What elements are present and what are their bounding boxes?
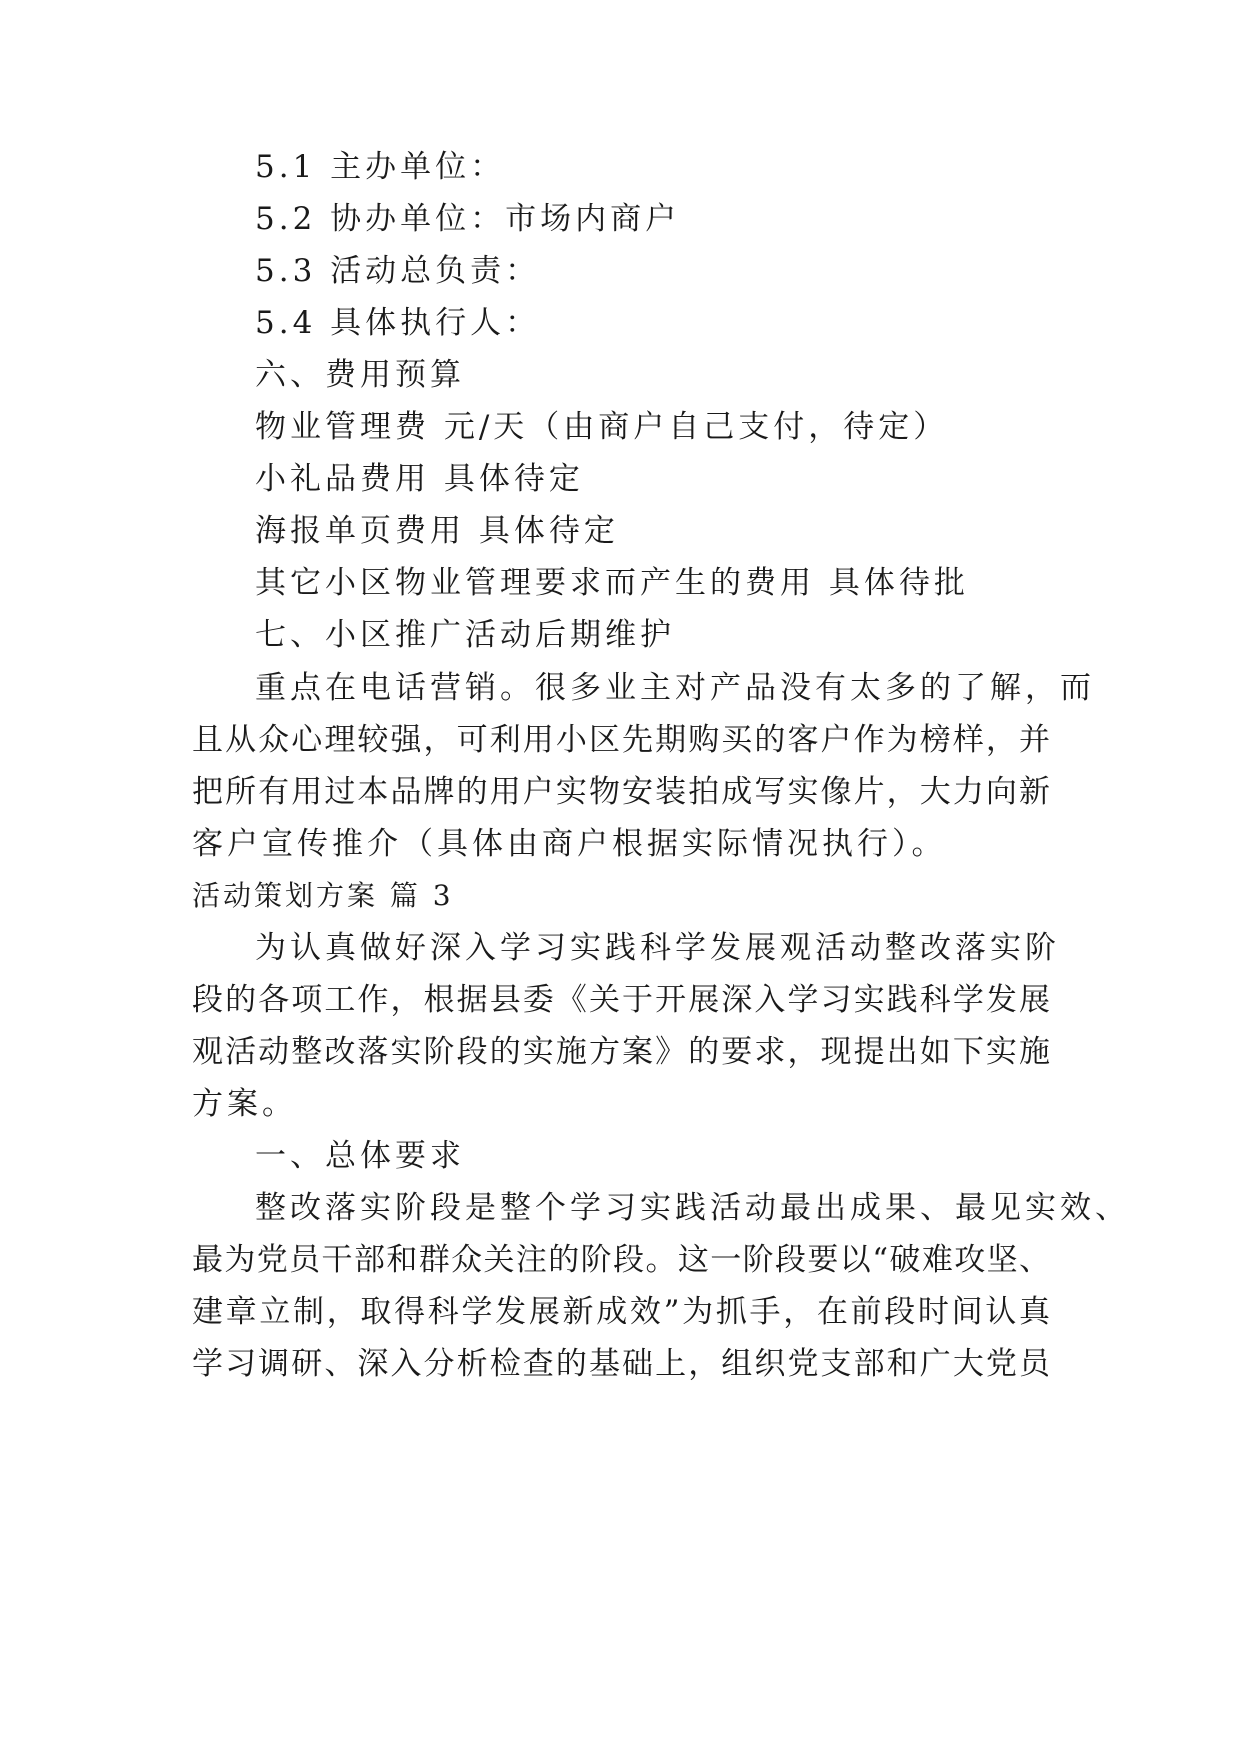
plan-3-title: 活动策划方案 篇 3 <box>192 879 454 912</box>
section-7-heading: 七、小区推广活动后期维护 <box>255 617 675 653</box>
budget-line-1: 物业管理费 元/天（由商户自己支付，待定） <box>255 409 949 445</box>
budget-line-2: 小礼品费用 具体待定 <box>255 461 584 497</box>
plan-3-body-line: 学习调研、深入分析检查的基础上，组织党支部和广大党员 <box>192 1346 1050 1382</box>
section-7-paragraph-line: 重点在电话营销。很多业主对产品没有太多的了解，而 <box>255 670 1095 706</box>
item-5-2: 5.2 协办单位：市场内商户 <box>255 201 681 237</box>
plan-3-intro-line: 方案。 <box>192 1086 297 1122</box>
plan-3-intro-line: 段的各项工作，根据县委《关于开展深入学习实践科学发展 <box>192 982 1050 1018</box>
plan-3-intro-line: 观活动整改落实阶段的实施方案》的要求，现提出如下实施 <box>192 1034 1050 1070</box>
budget-line-4: 其它小区物业管理要求而产生的费用 具体待批 <box>255 565 969 601</box>
item-5-4: 5.4 具体执行人： <box>255 305 541 341</box>
item-5-1: 5.1 主办单位： <box>255 149 506 185</box>
section-6-heading: 六、费用预算 <box>255 357 465 393</box>
item-5-3: 5.3 活动总负责： <box>255 253 541 289</box>
plan-3-body-line: 建章立制，取得科学发展新成效”为抓手，在前段时间认真 <box>192 1294 1050 1330</box>
plan-3-body-line: 整改落实阶段是整个学习实践活动最出成果、最见实效、 <box>255 1190 1130 1226</box>
plan-3-body-line: 最为党员干部和群众关注的阶段。这一阶段要以“破难攻坚、 <box>192 1242 1050 1278</box>
plan-3-heading-1: 一、总体要求 <box>255 1138 465 1174</box>
section-7-paragraph-line: 且从众心理较强，可利用小区先期购买的客户作为榜样，并 <box>192 722 1050 758</box>
section-7-paragraph-line: 客户宣传推介（具体由商户根据实际情况执行）。 <box>192 826 947 862</box>
budget-line-3: 海报单页费用 具体待定 <box>255 513 619 549</box>
plan-3-intro-line: 为认真做好深入学习实践科学发展观活动整改落实阶 <box>255 930 1060 966</box>
section-7-paragraph-line: 把所有用过本品牌的用户实物安装拍成写实像片，大力向新 <box>192 774 1050 810</box>
